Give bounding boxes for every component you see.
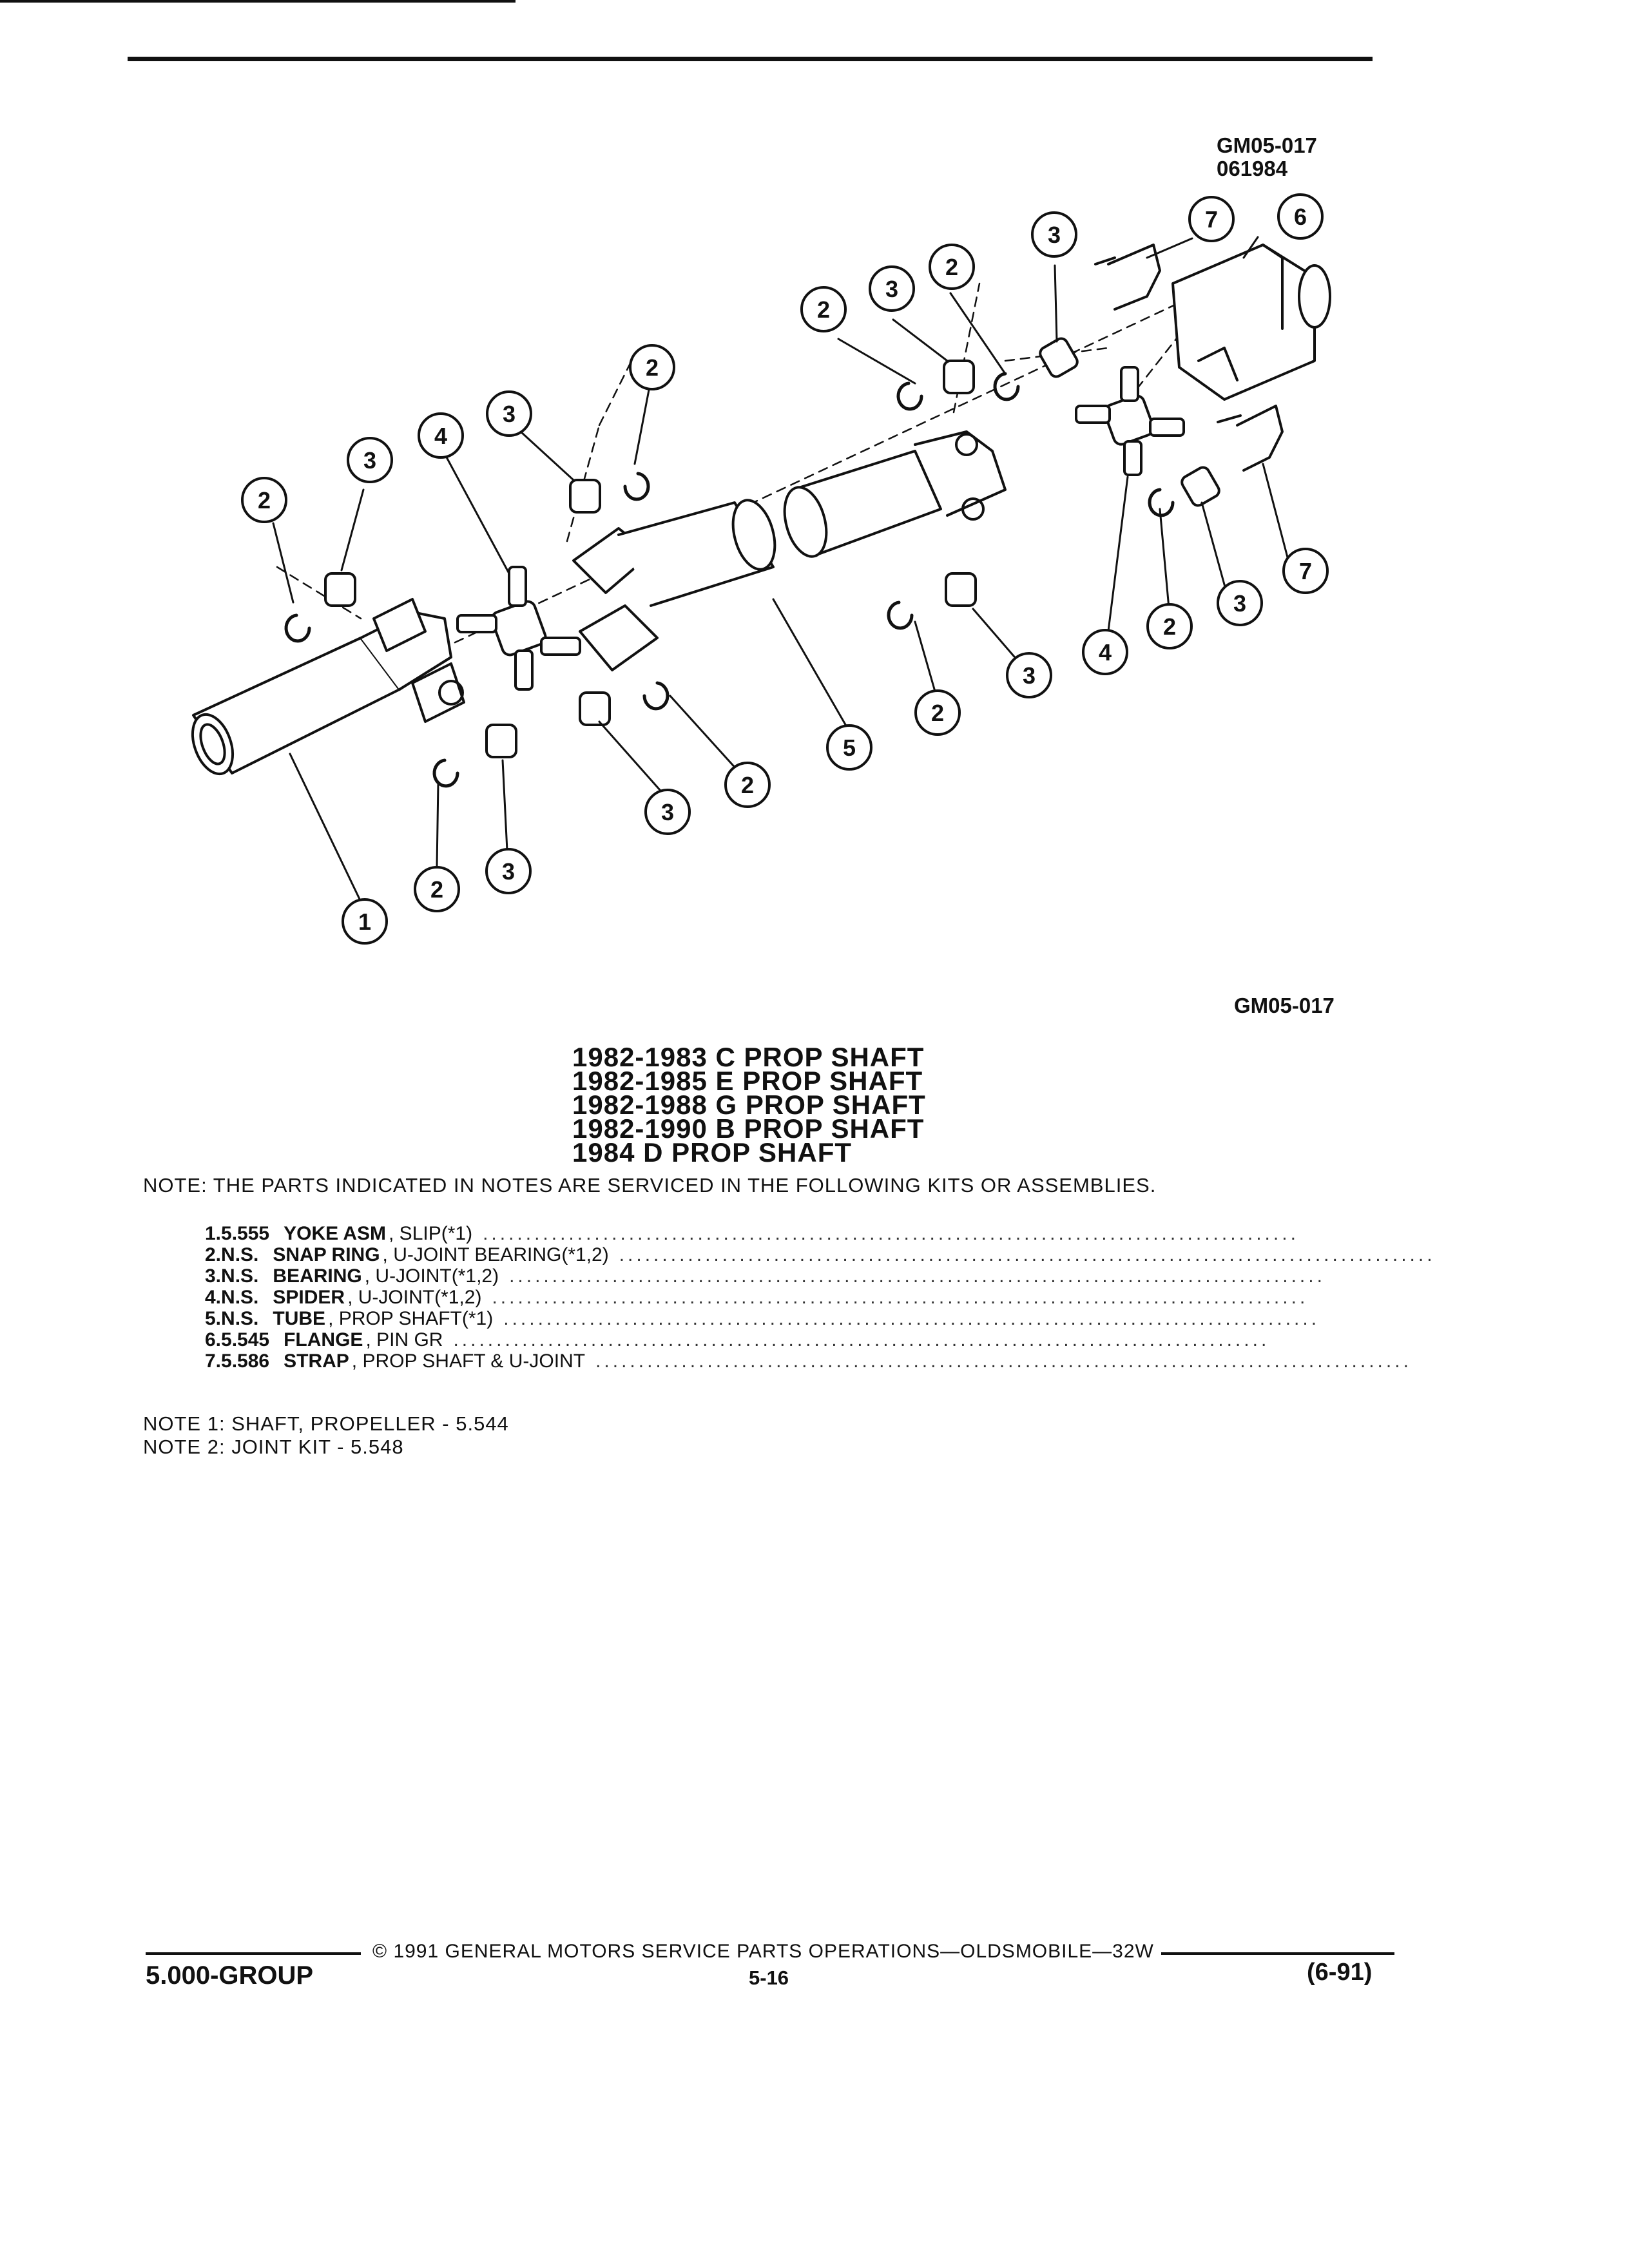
callout-2 — [802, 287, 845, 331]
slip-yoke-part — [185, 599, 464, 780]
title-line: 1982-1988 G PROP SHAFT — [572, 1090, 926, 1120]
callout-2 — [630, 345, 674, 389]
part-code: 5.555 — [221, 1223, 270, 1244]
leader-dots: ............................................................................................... — [503, 1308, 1320, 1329]
callout-3 — [1218, 581, 1262, 625]
svg-text:3: 3 — [502, 401, 516, 427]
title-line: 1982-1985 E PROP SHAFT — [572, 1066, 923, 1096]
part-number: 3. — [205, 1265, 222, 1287]
callout-7 — [1284, 549, 1327, 593]
callout-3 — [1032, 213, 1076, 256]
svg-text:2: 2 — [930, 700, 945, 726]
svg-text:3: 3 — [660, 799, 675, 825]
svg-text:2: 2 — [1162, 613, 1177, 640]
svg-text:4: 4 — [1098, 639, 1112, 666]
spider-left-part — [458, 567, 580, 689]
kit-notes — [143, 1412, 509, 1459]
part-name: STRAP — [284, 1350, 349, 1372]
kit-note: NOTE 1: SHAFT, PROPELLER - 5.544 — [143, 1412, 509, 1435]
part-number: 7. — [205, 1350, 222, 1372]
part-description: , U-JOINT(*1,2) — [347, 1287, 482, 1308]
callout-3 — [646, 790, 689, 834]
callout-2 — [415, 867, 459, 911]
svg-text:3: 3 — [1022, 662, 1036, 689]
pin-flange-part — [1173, 245, 1330, 399]
part-row — [205, 1308, 1320, 1329]
svg-text:3: 3 — [1047, 222, 1061, 248]
svg-text:2: 2 — [430, 876, 444, 903]
part-code: 5.545 — [221, 1329, 270, 1350]
callout-1 — [343, 899, 387, 943]
header-rule — [128, 57, 1373, 61]
application-titles — [572, 1042, 926, 1168]
ref-date: 061984 — [1217, 157, 1288, 180]
title-line: 1984 D PROP SHAFT — [572, 1137, 853, 1168]
prop-shaft-tube-part — [574, 432, 1005, 670]
svg-text:2: 2 — [257, 487, 271, 514]
part-name: FLANGE — [284, 1329, 363, 1350]
svg-text:2: 2 — [740, 772, 755, 798]
svg-text:4: 4 — [434, 423, 448, 449]
part-description: , U-JOINT(*1,2) — [364, 1265, 499, 1287]
group-number: 5.000-GROUP — [146, 1961, 314, 1990]
callout-leaders — [273, 237, 1290, 908]
svg-text:3: 3 — [885, 276, 899, 302]
callout-3 — [1007, 653, 1051, 697]
spider-right-part — [1076, 367, 1184, 475]
callout-3 — [348, 438, 392, 482]
callout-2 — [916, 691, 959, 735]
callout-2 — [726, 763, 769, 807]
title-line: 1982-1990 B PROP SHAFT — [572, 1113, 925, 1144]
part-name: SPIDER — [273, 1287, 345, 1308]
svg-text:7: 7 — [1204, 206, 1219, 233]
callout-6 — [1278, 195, 1322, 238]
callout-2 — [930, 245, 974, 289]
svg-text:2: 2 — [645, 354, 659, 381]
part-number: 4. — [205, 1287, 222, 1308]
part-code: N.S. — [221, 1244, 259, 1265]
svg-text:3: 3 — [363, 447, 377, 474]
svg-text:6: 6 — [1293, 204, 1307, 230]
leader-dots: ............................................................................................... — [492, 1287, 1309, 1308]
svg-text:1: 1 — [358, 908, 372, 935]
svg-text:7: 7 — [1298, 558, 1313, 584]
callout-2 — [242, 478, 286, 522]
callout-4 — [1083, 630, 1127, 674]
callout-4 — [419, 414, 463, 457]
diagram-reference — [1217, 134, 1317, 180]
leader-dots: ............................................................................................... — [483, 1223, 1299, 1244]
part-row — [205, 1265, 1325, 1287]
exploded-prop-shaft-diagram — [161, 180, 1373, 973]
leader-dots: ............................................................................................... — [619, 1244, 1436, 1265]
callout-2 — [1148, 604, 1191, 648]
service-note: NOTE: THE PARTS INDICATED IN NOTES ARE SERVICED IN THE FOLLOWING KITS OR ASSEMBLIES. — [143, 1174, 1157, 1196]
callout-3 — [487, 392, 531, 436]
kit-note: NOTE 2: JOINT KIT - 5.548 — [143, 1436, 404, 1458]
part-number: 1. — [205, 1223, 222, 1244]
part-code: N.S. — [221, 1265, 259, 1287]
footer-rule-left — [146, 1952, 361, 1955]
part-row — [205, 1329, 1270, 1350]
part-description: , U-JOINT BEARING(*1,2) — [382, 1244, 609, 1265]
leader-dots: ............................................................................................... — [595, 1350, 1412, 1372]
svg-text:2: 2 — [816, 296, 831, 323]
svg-text:2: 2 — [945, 254, 959, 280]
part-name: YOKE ASM — [284, 1223, 387, 1244]
part-number: 6. — [205, 1329, 222, 1350]
part-code: 5.586 — [221, 1350, 270, 1372]
part-code: N.S. — [221, 1308, 259, 1329]
footer-rule-right — [1161, 1952, 1394, 1955]
part-description: , PROP SHAFT & U-JOINT — [351, 1350, 586, 1372]
page-number: 5-16 — [749, 1966, 789, 1989]
diagram-ref-code: GM05-017 — [1234, 994, 1335, 1017]
ref-code: GM05-017 — [1217, 133, 1317, 157]
leader-dots: ............................................................................................... — [453, 1329, 1270, 1350]
svg-text:3: 3 — [1233, 590, 1247, 617]
top-left-rule — [0, 0, 516, 3]
parts-list — [205, 1223, 1436, 1372]
revision-date: (6-91) — [1307, 1959, 1373, 1986]
title-line: 1982-1983 C PROP SHAFT — [572, 1042, 925, 1072]
svg-text:3: 3 — [501, 858, 516, 885]
svg-text:5: 5 — [842, 735, 856, 761]
part-row — [205, 1223, 1299, 1244]
part-number: 5. — [205, 1308, 222, 1329]
callout-3 — [870, 267, 914, 311]
part-name: SNAP RING — [273, 1244, 380, 1265]
part-description: , PROP SHAFT(*1) — [328, 1308, 494, 1329]
copyright-line: © 1991 GENERAL MOTORS SERVICE PARTS OPERATIONS—OLDSMOBILE—32W — [372, 1941, 1154, 1962]
part-description: , SLIP(*1) — [389, 1223, 473, 1244]
part-code: N.S. — [221, 1287, 259, 1308]
part-name: TUBE — [273, 1308, 326, 1329]
part-row — [205, 1350, 1412, 1372]
part-number: 2. — [205, 1244, 222, 1265]
part-row — [205, 1287, 1309, 1308]
callout-7 — [1190, 197, 1233, 241]
leader-dots: ............................................................................................... — [509, 1265, 1325, 1287]
callout-3 — [487, 849, 530, 893]
part-row — [205, 1244, 1436, 1265]
part-name: BEARING — [273, 1265, 362, 1287]
callout-5 — [827, 726, 871, 769]
part-description: , PIN GR — [365, 1329, 443, 1350]
